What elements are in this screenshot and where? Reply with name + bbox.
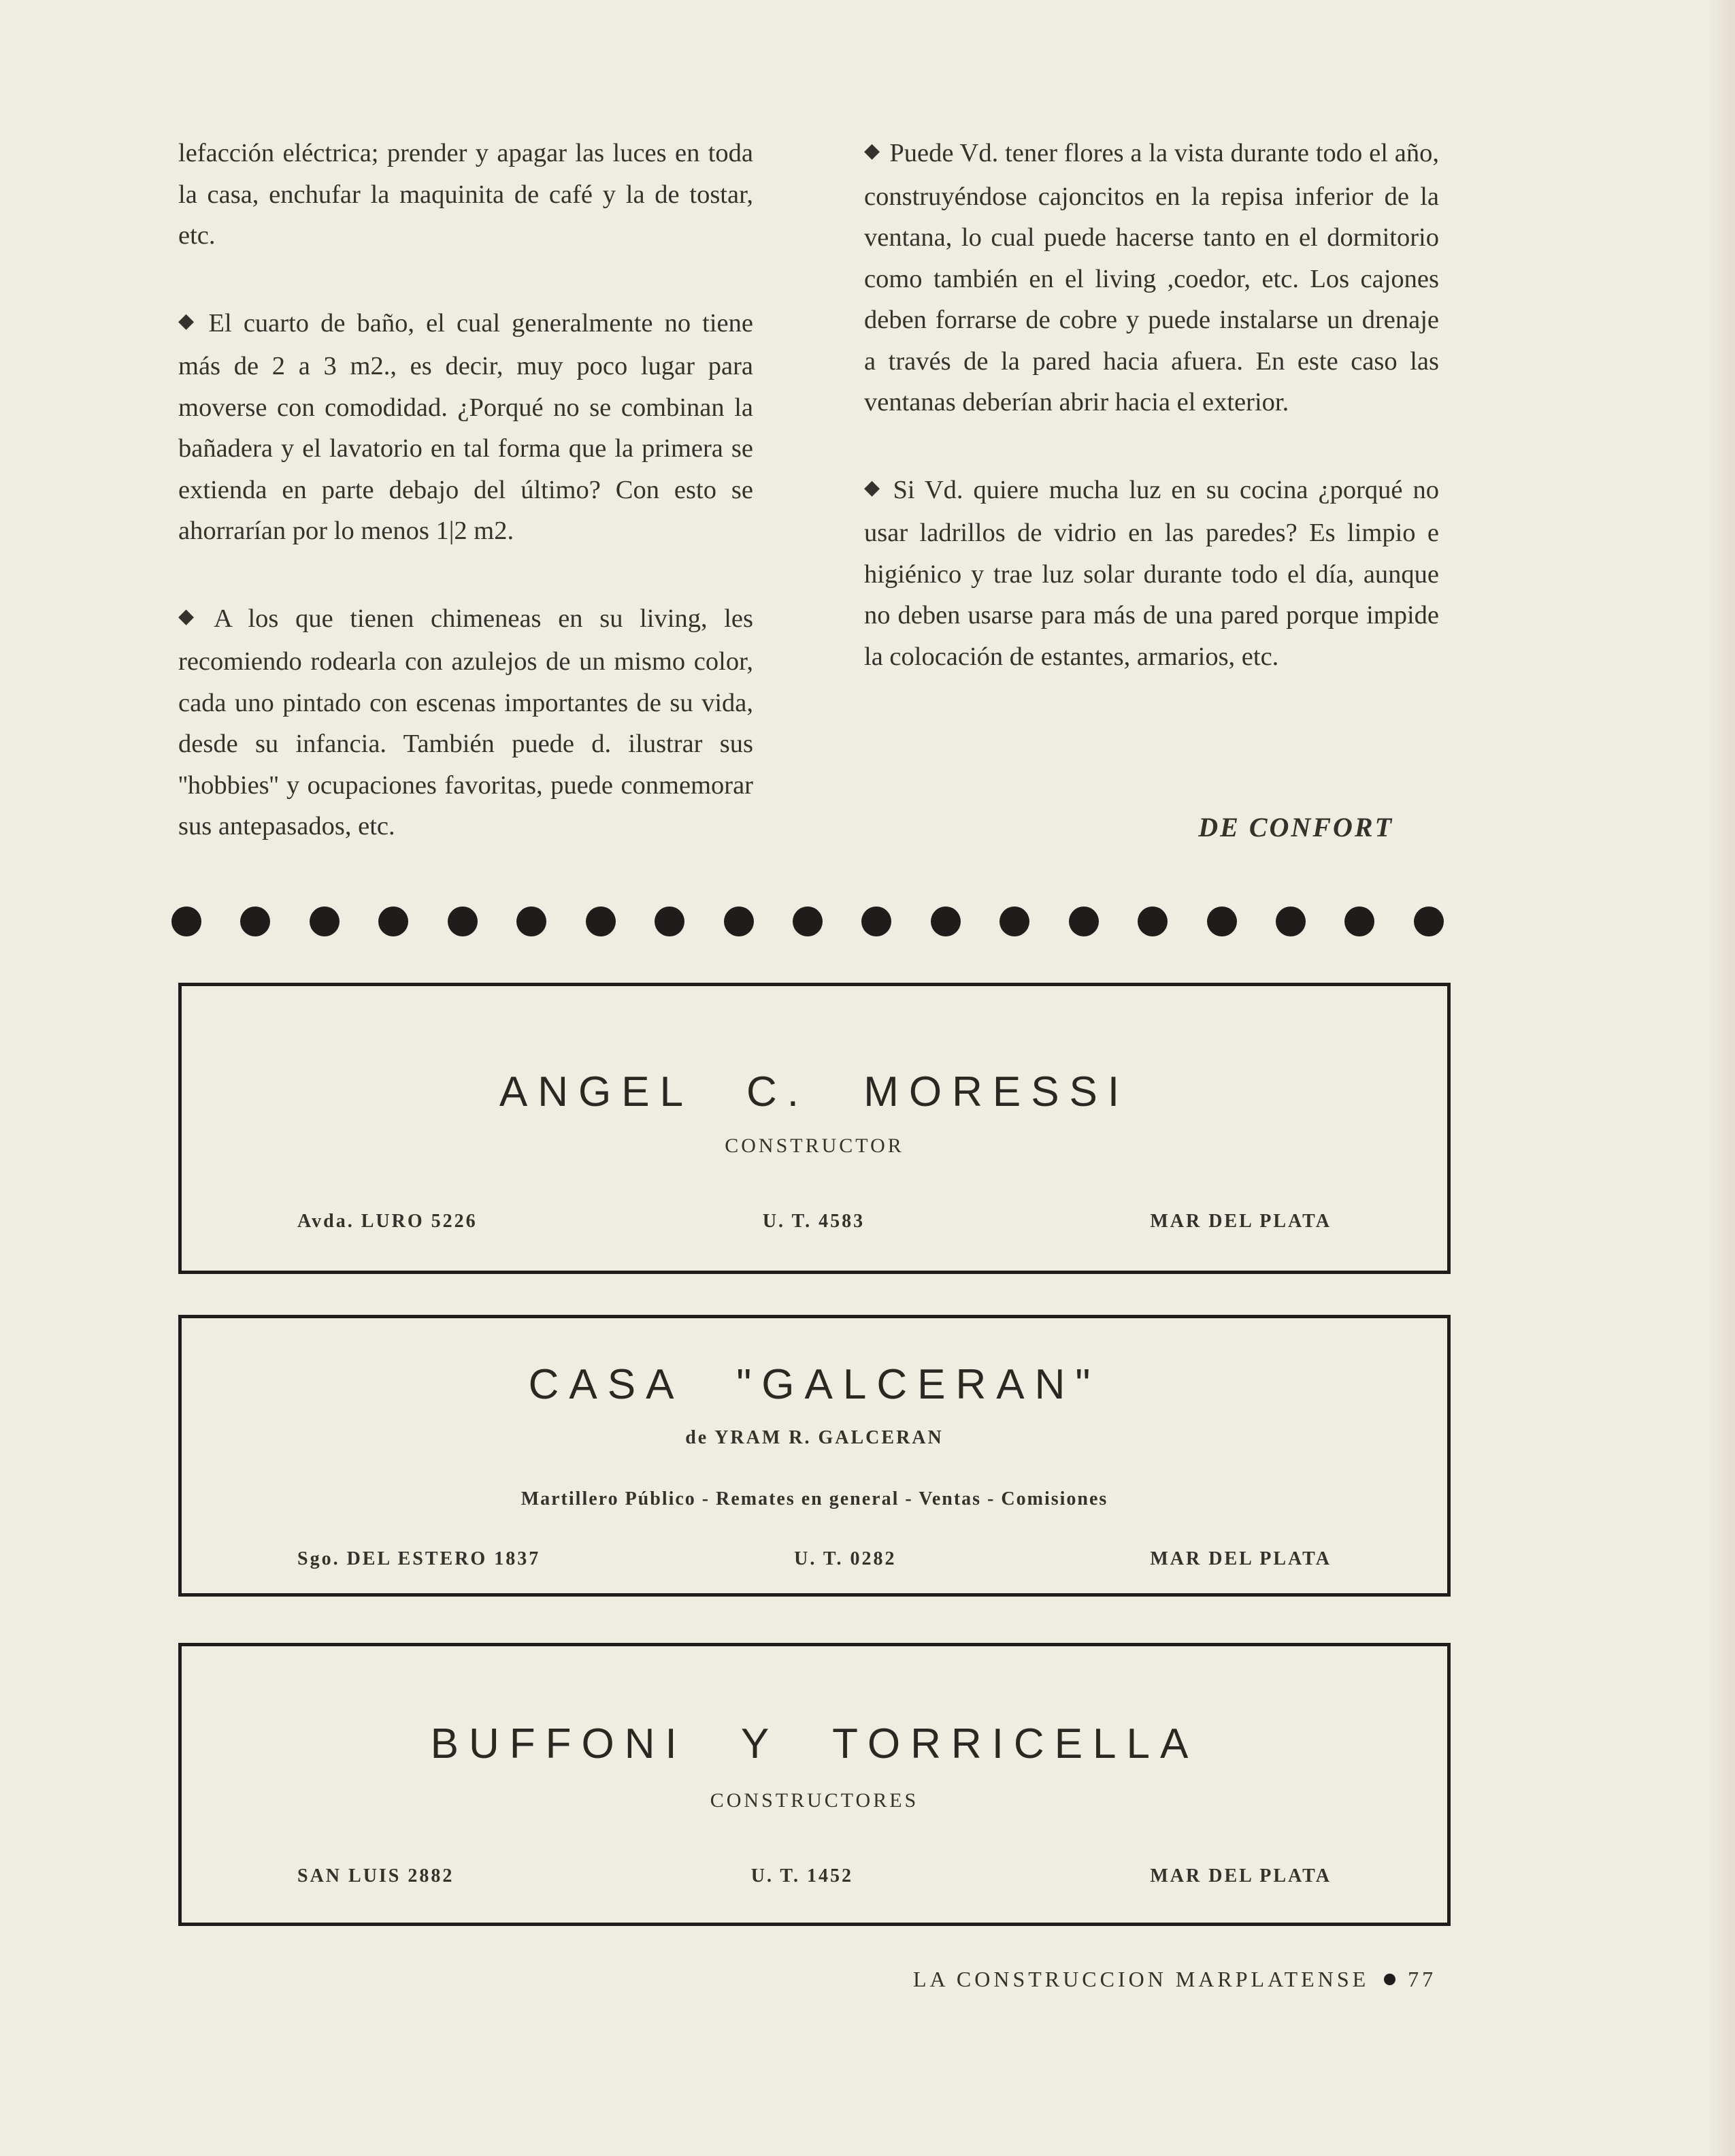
dot-icon xyxy=(655,906,684,936)
paragraph-text: Si Vd. quiere mucha luz en su cocina ¿porqué no usar ladrillos de vidrio en las paredes? Es limpio e higiénico y trae luz solar durante todo el día, aunque no deben usarse para más de una pared porque impide la colocación de estantes, armarios, etc. xyxy=(864,475,1439,671)
ad-subtitle: CONSTRUCTORES xyxy=(710,1789,919,1812)
dot-icon xyxy=(1276,906,1306,936)
dot-icon xyxy=(448,906,478,936)
ad-title: ANGEL C. MORESSI xyxy=(499,1068,1130,1115)
dot-icon xyxy=(310,906,340,936)
ad-phone: U. T. 4583 xyxy=(762,1211,865,1232)
paragraph-text: lefacción eléctrica; prender y apagar las luces en toda la casa, enchufar la maquinita de café y la de tostar, etc. xyxy=(178,139,753,250)
ad-title: BUFFONI Y TORRICELLA xyxy=(430,1720,1199,1767)
ad-city: MAR DEL PLATA xyxy=(1150,1548,1332,1569)
ad-address: SAN LUIS 2882 xyxy=(297,1865,455,1886)
dot-icon xyxy=(1344,906,1374,936)
ad-contact-row xyxy=(297,1865,1332,1887)
publication-name: LA CONSTRUCCION MARPLATENSE xyxy=(913,1967,1370,1991)
dot-icon xyxy=(861,906,891,936)
paragraph-cocina xyxy=(864,470,1439,678)
dot-icon xyxy=(1414,906,1444,936)
ad-city: MAR DEL PLATA xyxy=(1150,1865,1332,1886)
ad-contact-row xyxy=(297,1548,1332,1570)
ad-phone: U. T. 0282 xyxy=(794,1548,897,1569)
dot-icon xyxy=(240,906,270,936)
ad-subtitle: CONSTRUCTOR xyxy=(725,1134,904,1157)
dot-icon xyxy=(999,906,1029,936)
paragraph-flores xyxy=(864,133,1439,423)
page-footer xyxy=(913,1967,1436,1992)
left-column xyxy=(178,133,753,894)
ad-galceran xyxy=(178,1315,1451,1597)
paragraph-bano xyxy=(178,303,753,552)
paragraph-text: A los que tienen chimeneas en su living, les recomiendo rodearla con azulejos de un mismo color, cada uno pintado con escenas importantes de su vida, desde su infancia. También puede d. ilustrar sus ''hobbies'' y ocupaciones favoritas, puede conmemorar sus antepasados, etc. xyxy=(178,604,754,840)
ad-address: Avda. LURO 5226 xyxy=(297,1211,478,1232)
diamond-bullet-icon: ◆ xyxy=(178,604,205,627)
dot-icon xyxy=(171,906,201,936)
ad-contact-row xyxy=(297,1211,1332,1232)
dot-icon xyxy=(1207,906,1237,936)
dot-icon xyxy=(1138,906,1168,936)
page-number: 77 xyxy=(1408,1967,1437,1991)
dot-icon xyxy=(1069,906,1099,936)
dot-divider xyxy=(171,905,1444,938)
ad-subtitle: de YRAM R. GALCERAN xyxy=(685,1427,944,1448)
page-edge-shadow xyxy=(1708,0,1735,2156)
diamond-bullet-icon: ◆ xyxy=(864,140,880,162)
ad-title: CASA "GALCERAN" xyxy=(528,1361,1101,1408)
ad-buffoni xyxy=(178,1643,1451,1926)
ad-phone: U. T. 1452 xyxy=(750,1865,854,1886)
diamond-bullet-icon: ◆ xyxy=(178,309,199,332)
dot-icon xyxy=(931,906,961,936)
article-signature: DE CONFORT xyxy=(1198,812,1393,843)
paragraph-text: El cuarto de baño, el cual generalmente no tiene más de 2 a 3 m2., es decir, muy poco lugar para moverse con comodidad. ¿Porqué no se combinan la bañadera y el lavatorio en tal forma que la primera se extienda en parte debajo del último? Con esto se ahorrarían por lo menos 1|2 m2. xyxy=(178,308,753,545)
ad-city: MAR DEL PLATA xyxy=(1150,1211,1332,1232)
ad-services: Martillero Público - Remates en general - Ventas - Comisiones xyxy=(520,1488,1108,1509)
paragraph-calefaccion xyxy=(178,133,753,257)
right-column xyxy=(864,133,1439,723)
dot-icon xyxy=(516,906,546,936)
dot-icon xyxy=(724,906,754,936)
dot-icon xyxy=(586,906,616,936)
diamond-bullet-icon: ◆ xyxy=(864,476,884,499)
dot-icon xyxy=(378,906,408,936)
dot-icon xyxy=(1384,1974,1395,1985)
dot-icon xyxy=(793,906,823,936)
paragraph-text: Puede Vd. tener flores a la vista durante todo el año, construyéndose cajoncitos en la repisa inferior de la ventana, lo cual puede hacerse tanto en el dormitorio como también en el living ,coedor, etc. Los cajones deben forrarse de cobre y puede instalarse un drenaje a través de la pared hacia afuera. En este caso las ventanas deberían abrir hacia el exterior. xyxy=(864,139,1439,416)
paragraph-chimeneas xyxy=(178,598,753,847)
ad-moressi xyxy=(178,983,1451,1274)
ad-address: Sgo. DEL ESTERO 1837 xyxy=(297,1548,541,1569)
